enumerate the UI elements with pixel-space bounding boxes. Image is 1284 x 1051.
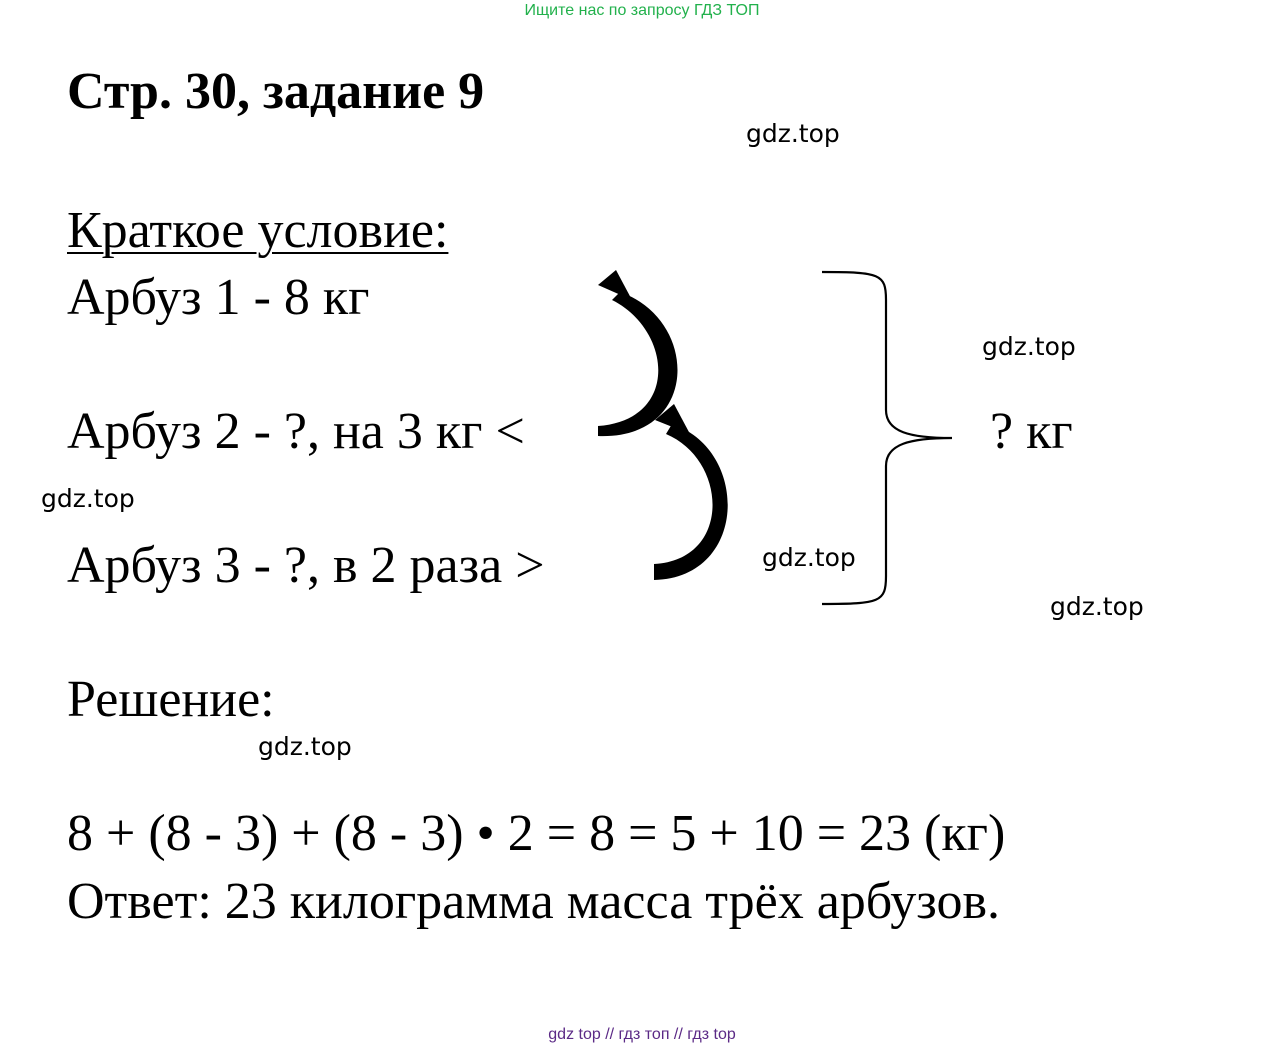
watermark: gdz.top <box>982 332 1076 361</box>
watermark: gdz.top <box>746 119 840 148</box>
solution-heading: Решение: <box>67 671 275 728</box>
watermark: gdz.top <box>762 543 856 572</box>
watermark: gdz.top <box>41 484 135 513</box>
condition-line-3: Арбуз 3 - ?, в 2 раза > <box>67 537 545 594</box>
curly-brace-icon <box>822 272 952 604</box>
watermark: gdz.top <box>258 732 352 761</box>
solution-equation: 8 + (8 - 3) + (8 - 3) • 2 = 8 = 5 + 10 = 23 (кг) <box>67 805 1006 862</box>
watermark: gdz.top <box>1050 592 1144 621</box>
condition-line-2: Арбуз 2 - ?, на 3 кг < <box>67 403 525 460</box>
condition-heading: Краткое условие: <box>67 202 449 259</box>
top-banner: Ищите нас по запросу ГДЗ ТОП <box>524 2 760 19</box>
footer-links: gdz top // гдз топ // гдз top <box>548 1026 736 1043</box>
condition-line-1: Арбуз 1 - 8 кг <box>67 269 370 326</box>
curved-arrow-icon <box>654 404 728 580</box>
total-unknown: ? кг <box>990 403 1073 460</box>
page-title: Стр. 30, задание 9 <box>67 63 485 120</box>
solution-answer: Ответ: 23 килограмма масса трёх арбузов. <box>67 873 1001 930</box>
